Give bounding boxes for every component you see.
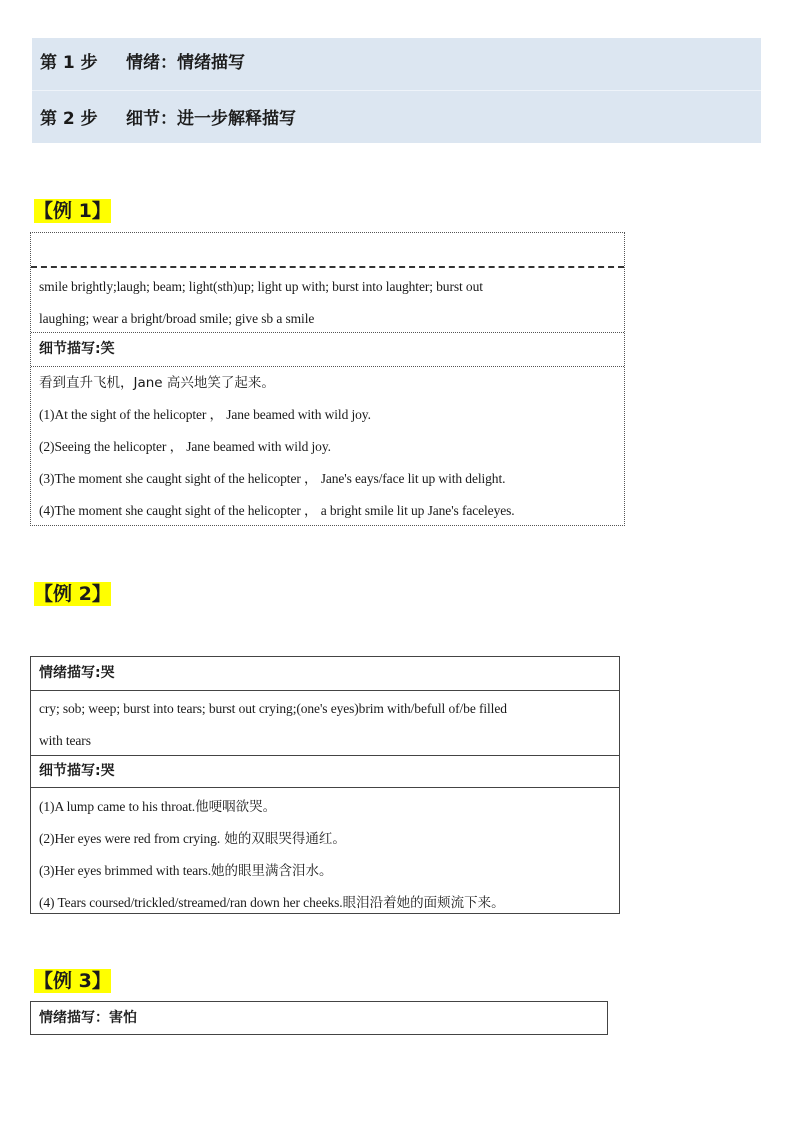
- step-1-text: 情绪：情绪描写: [126, 53, 245, 73]
- step-2: [40, 109, 296, 129]
- example-2-detail-label: 细节描写:哭: [39, 763, 115, 779]
- step-1-number: 第 1 步: [40, 53, 98, 73]
- example-1-badge: [34, 195, 111, 229]
- example-1-vocab-line: laughing; wear a bright/broad smile; give sb a smile: [39, 311, 315, 326]
- example-1-sentences-cell: [31, 366, 624, 526]
- example-1-sentence: (4)The moment she caught sight of the helicopter ， a bright smile lit up Jane's faceleyes.: [39, 503, 515, 518]
- example-1-sentence: (3)The moment she caught sight of the helicopter ， Jane's eays/face lit up with delight.: [39, 471, 506, 486]
- example-1-badge-text: 【例 1】: [34, 200, 111, 222]
- example-1-detail-label-cell: [31, 332, 624, 366]
- example-3-table: [30, 1001, 608, 1035]
- example-1-vocab-line: smile brightly;laugh; beam; light(sth)up; light up with; burst into laughter; burst out: [39, 279, 483, 294]
- example-1-vocab-cell: [31, 266, 624, 332]
- example-2-vocab-cell: [31, 690, 619, 755]
- example-3-emotion-label: 情绪描写：害怕: [39, 1010, 137, 1026]
- example-2-emotion-label: 情绪描写:哭: [39, 665, 115, 681]
- example-2-badge: [34, 578, 111, 612]
- example-2-sentence: (4) Tears coursed/trickled/streamed/ran down her cheeks.眼泪沿着她的面颊流下来。: [39, 895, 505, 911]
- example-2-sentence: (2)Her eyes were red from crying. 她的双眼哭得通红。: [39, 831, 346, 847]
- example-1-prompt: 看到直升飞机，Jane 高兴地笑了起来。: [39, 375, 275, 391]
- example-2-detail-label-cell: [31, 755, 619, 787]
- example-2-badge-text: 【例 2】: [34, 583, 111, 605]
- example-2-vocab-line: with tears: [39, 733, 91, 748]
- example-2-table: [30, 656, 620, 914]
- example-2-sentence: (3)Her eyes brimmed with tears.她的眼里满含泪水。: [39, 863, 333, 879]
- example-2-emotion-label-cell: [31, 657, 619, 690]
- example-2-sentences-cell: [31, 787, 619, 914]
- step-header: [32, 38, 761, 143]
- example-2-sentence: (1)A lump came to his throat.他哽咽欲哭。: [39, 799, 277, 815]
- step-2-number: 第 2 步: [40, 109, 98, 129]
- example-1-sentence: (2)Seeing the helicopter ， Jane beamed with wild joy.: [39, 439, 331, 454]
- example-1-empty-header: [31, 233, 624, 266]
- step-2-text: 细节：进一步解释描写: [126, 109, 296, 129]
- example-3-badge-text: 【例 3】: [34, 970, 111, 992]
- step-1: [40, 53, 245, 73]
- example-1-sentence: (1)At the sight of the helicopter ， Jane beamed with wild joy.: [39, 407, 371, 422]
- example-1-detail-label: 细节描写:笑: [39, 341, 115, 357]
- example-3-emotion-label-cell: [31, 1002, 607, 1034]
- step-divider: [32, 90, 761, 91]
- example-2-vocab-line: cry; sob; weep; burst into tears; burst out crying;(one's eyes)brim with/befull of/be filled: [39, 701, 507, 716]
- example-1-table: [30, 232, 625, 526]
- example-3-badge: [34, 965, 111, 999]
